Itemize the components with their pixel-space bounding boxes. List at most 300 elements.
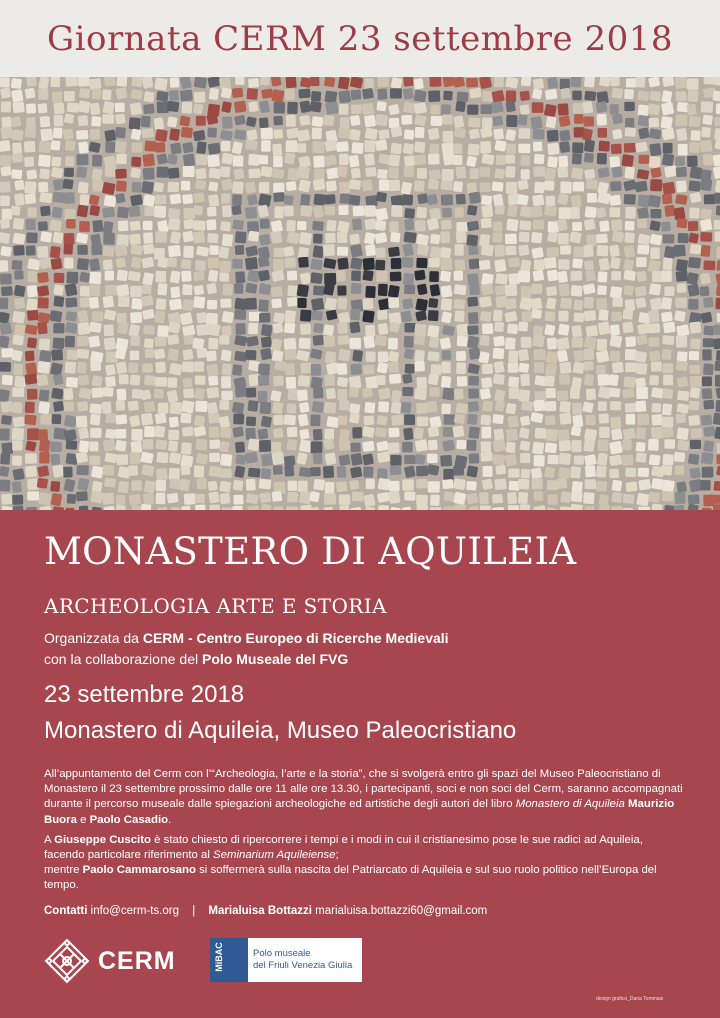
tessera bbox=[234, 335, 247, 347]
tessera bbox=[0, 246, 12, 257]
tessera bbox=[351, 270, 361, 281]
tessera bbox=[649, 156, 661, 169]
tessera bbox=[182, 361, 194, 372]
tessera bbox=[247, 194, 258, 206]
p1-book: Monastero di Aquileia bbox=[515, 798, 625, 811]
tessera bbox=[64, 113, 75, 124]
tessera bbox=[131, 143, 142, 153]
tessera bbox=[388, 104, 400, 115]
tessera bbox=[609, 469, 619, 479]
tessera bbox=[440, 258, 452, 271]
tessera bbox=[660, 116, 672, 129]
tessera bbox=[638, 155, 649, 164]
tessera bbox=[391, 77, 403, 89]
tessera bbox=[116, 77, 127, 87]
event-title: MONASTERO DI AQUILEIA bbox=[44, 530, 577, 573]
tessera bbox=[440, 220, 451, 230]
tessera bbox=[404, 323, 416, 333]
tessera bbox=[505, 233, 517, 244]
tessera bbox=[468, 376, 479, 386]
tessera bbox=[714, 481, 720, 491]
tessera bbox=[130, 102, 143, 115]
tessera bbox=[480, 311, 492, 322]
tessera bbox=[25, 219, 35, 230]
tessera bbox=[167, 334, 179, 345]
tessera bbox=[39, 389, 50, 401]
event-description bbox=[44, 767, 684, 899]
tessera bbox=[612, 129, 622, 140]
tessera bbox=[481, 283, 494, 296]
tessera bbox=[143, 493, 154, 505]
tessera bbox=[545, 415, 556, 425]
tessera bbox=[417, 284, 428, 296]
tessera bbox=[494, 400, 505, 411]
tessera bbox=[245, 181, 256, 193]
tessera bbox=[350, 507, 362, 510]
tessera bbox=[548, 494, 558, 504]
tessera bbox=[429, 336, 440, 348]
tessera bbox=[404, 155, 416, 167]
tessera bbox=[429, 143, 440, 154]
tessera bbox=[518, 479, 530, 490]
tessera bbox=[193, 220, 205, 230]
tessera bbox=[609, 335, 622, 348]
tessera bbox=[689, 142, 700, 153]
tessera bbox=[533, 220, 544, 230]
tessera bbox=[374, 232, 387, 244]
tessera bbox=[625, 403, 637, 413]
tessera bbox=[0, 181, 11, 192]
tessera bbox=[416, 495, 428, 506]
tessera bbox=[313, 335, 324, 346]
tessera bbox=[453, 478, 466, 490]
tessera bbox=[661, 127, 675, 140]
tessera bbox=[105, 376, 116, 387]
tessera bbox=[558, 324, 570, 336]
tessera bbox=[455, 101, 466, 112]
tessera bbox=[452, 425, 464, 437]
tessera bbox=[220, 166, 231, 177]
tessera bbox=[716, 454, 720, 464]
tessera bbox=[544, 104, 557, 117]
tessera bbox=[196, 324, 209, 336]
tessera bbox=[662, 77, 674, 87]
tessera bbox=[583, 348, 594, 360]
tessera bbox=[414, 114, 427, 126]
mosaic-tesserae bbox=[0, 77, 720, 510]
tessera bbox=[414, 154, 426, 165]
tessera bbox=[547, 270, 558, 282]
tessera bbox=[689, 467, 701, 479]
tessera bbox=[388, 351, 399, 363]
tessera bbox=[248, 231, 259, 242]
tessera bbox=[92, 220, 103, 233]
tessera bbox=[519, 220, 531, 230]
tessera bbox=[325, 482, 335, 494]
tessera bbox=[89, 129, 100, 140]
tessera bbox=[688, 415, 700, 426]
tessera bbox=[157, 507, 168, 510]
tessera bbox=[571, 167, 584, 179]
tessera bbox=[0, 362, 11, 372]
tessera bbox=[661, 427, 673, 438]
tessera bbox=[326, 362, 339, 375]
tessera bbox=[1, 401, 14, 413]
tessera bbox=[27, 258, 40, 270]
tessera bbox=[311, 91, 321, 102]
tessera bbox=[676, 324, 690, 337]
tessera bbox=[261, 336, 272, 348]
tessera bbox=[559, 115, 571, 127]
tessera bbox=[508, 505, 520, 510]
tessera bbox=[507, 323, 518, 334]
tessera bbox=[480, 127, 493, 138]
tessera bbox=[170, 77, 180, 88]
tessera bbox=[271, 442, 281, 453]
tessera bbox=[400, 402, 411, 414]
tessera bbox=[298, 414, 309, 427]
tessera bbox=[428, 481, 440, 493]
tessera bbox=[326, 416, 339, 428]
tessera bbox=[378, 388, 391, 400]
tessera bbox=[179, 115, 190, 126]
tessera bbox=[569, 231, 582, 243]
tessera bbox=[38, 492, 51, 505]
tessera bbox=[364, 232, 376, 245]
tessera bbox=[443, 469, 453, 481]
tessera bbox=[493, 194, 504, 207]
tessera bbox=[167, 154, 178, 165]
tessera bbox=[662, 388, 674, 399]
tessera bbox=[38, 103, 48, 113]
tessera bbox=[520, 206, 533, 218]
tessera bbox=[116, 154, 127, 164]
mibac-logo bbox=[210, 938, 362, 982]
tessera bbox=[388, 442, 400, 453]
tessera bbox=[89, 297, 99, 309]
tessera bbox=[104, 477, 116, 487]
tessera bbox=[441, 194, 453, 205]
contact-email-2[interactable]: marialuisa.bottazzi60@gmail.com bbox=[315, 905, 488, 917]
tessera bbox=[37, 297, 48, 308]
tessera bbox=[207, 77, 220, 88]
tessera bbox=[273, 507, 283, 510]
tessera bbox=[519, 504, 530, 510]
tessera bbox=[297, 221, 306, 230]
tessera bbox=[286, 115, 296, 127]
tessera bbox=[26, 298, 38, 311]
tessera bbox=[572, 414, 583, 427]
tessera bbox=[232, 181, 244, 194]
tessera bbox=[714, 116, 720, 127]
tessera bbox=[296, 350, 310, 362]
tessera bbox=[482, 479, 493, 491]
tessera bbox=[442, 479, 454, 489]
tessera bbox=[638, 195, 651, 208]
tessera bbox=[546, 507, 557, 510]
tessera bbox=[273, 428, 284, 439]
tessera bbox=[494, 77, 504, 87]
tessera bbox=[24, 181, 36, 194]
tessera bbox=[25, 465, 37, 477]
tessera bbox=[130, 244, 143, 255]
tessera bbox=[519, 104, 530, 115]
tessera bbox=[167, 182, 179, 193]
tessera bbox=[77, 362, 87, 374]
tessera bbox=[219, 335, 229, 344]
header-band bbox=[0, 0, 720, 77]
tessera bbox=[350, 244, 363, 258]
tessera bbox=[246, 129, 258, 141]
tessera bbox=[11, 78, 22, 89]
tessera bbox=[287, 271, 297, 281]
tessera bbox=[546, 196, 556, 207]
tessera bbox=[65, 336, 75, 348]
tessera bbox=[155, 439, 167, 450]
tessera bbox=[248, 78, 259, 88]
tessera bbox=[430, 116, 442, 126]
tessera bbox=[663, 375, 673, 386]
tessera bbox=[258, 479, 271, 490]
tessera bbox=[675, 360, 688, 371]
tessera bbox=[650, 209, 661, 218]
tessera bbox=[402, 442, 413, 453]
tessera bbox=[155, 480, 166, 492]
tessera bbox=[309, 101, 322, 113]
tessera bbox=[246, 388, 256, 398]
tessera bbox=[0, 195, 10, 206]
tessera bbox=[141, 464, 155, 476]
tessera bbox=[676, 259, 688, 272]
tessera bbox=[195, 504, 206, 510]
tessera bbox=[103, 155, 116, 168]
tessera bbox=[650, 247, 660, 259]
tessera bbox=[261, 416, 272, 428]
tessera bbox=[258, 391, 267, 403]
tessera bbox=[586, 388, 596, 400]
tessera bbox=[378, 323, 389, 335]
tessera bbox=[557, 429, 569, 441]
tessera bbox=[596, 365, 606, 375]
tessera bbox=[246, 336, 259, 347]
tessera bbox=[117, 234, 130, 246]
tessera bbox=[453, 143, 463, 154]
tessera bbox=[596, 481, 608, 492]
tessera bbox=[0, 166, 11, 177]
tessera bbox=[76, 130, 88, 140]
tessera bbox=[547, 143, 559, 155]
tessera bbox=[388, 362, 399, 373]
tessera bbox=[713, 412, 720, 425]
tessera bbox=[572, 258, 583, 268]
tessera bbox=[182, 377, 192, 388]
tessera bbox=[115, 348, 126, 359]
tessera bbox=[324, 402, 337, 414]
tessera bbox=[232, 364, 242, 376]
tessera bbox=[661, 297, 672, 310]
tessera bbox=[144, 206, 155, 216]
tessera bbox=[404, 336, 414, 348]
tessera bbox=[182, 142, 194, 154]
tessera bbox=[259, 234, 271, 246]
tessera bbox=[336, 270, 346, 282]
tessera bbox=[299, 491, 312, 504]
tessera bbox=[376, 441, 389, 452]
tessera bbox=[598, 141, 610, 152]
tessera bbox=[547, 77, 558, 89]
tessera bbox=[440, 271, 451, 282]
tessera bbox=[65, 140, 76, 151]
tessera bbox=[375, 220, 387, 231]
tessera bbox=[687, 78, 699, 90]
tessera bbox=[196, 312, 207, 324]
tessera bbox=[508, 468, 519, 477]
tessera bbox=[570, 77, 581, 87]
tessera bbox=[701, 127, 711, 138]
tessera bbox=[533, 325, 544, 336]
tessera bbox=[325, 351, 337, 364]
tessera bbox=[713, 504, 720, 510]
tessera bbox=[364, 115, 376, 128]
tessera bbox=[40, 128, 53, 141]
tessera bbox=[130, 312, 142, 323]
tessera bbox=[700, 178, 713, 191]
tessera bbox=[312, 221, 324, 231]
tessera bbox=[712, 154, 720, 167]
tessera bbox=[219, 441, 230, 452]
tessera bbox=[273, 156, 282, 168]
tessera bbox=[37, 312, 50, 323]
tessera bbox=[622, 494, 634, 504]
tessera bbox=[313, 387, 323, 399]
tessera bbox=[271, 491, 282, 502]
tessera bbox=[53, 102, 64, 114]
tessera bbox=[700, 232, 712, 242]
tessera bbox=[37, 322, 47, 335]
tessera bbox=[25, 362, 37, 376]
tessera bbox=[49, 219, 62, 231]
tessera bbox=[652, 271, 663, 282]
tessera bbox=[156, 468, 168, 480]
tessera bbox=[481, 205, 493, 218]
tessera bbox=[700, 312, 712, 324]
tessera bbox=[365, 244, 376, 256]
tessera bbox=[495, 465, 506, 475]
tessera bbox=[221, 87, 232, 99]
tessera bbox=[220, 299, 231, 308]
tessera bbox=[479, 296, 492, 308]
tessera bbox=[154, 310, 165, 323]
tessera bbox=[623, 259, 634, 271]
tessera bbox=[637, 104, 649, 116]
tessera bbox=[63, 388, 73, 400]
tessera bbox=[493, 128, 504, 140]
tessera bbox=[520, 155, 530, 166]
tessera bbox=[313, 286, 325, 296]
tessera bbox=[157, 325, 169, 337]
tessera bbox=[506, 90, 517, 102]
tessera bbox=[377, 492, 390, 503]
tessera bbox=[115, 169, 127, 179]
tessera bbox=[12, 481, 22, 493]
tessera bbox=[505, 246, 516, 256]
tessera bbox=[287, 492, 298, 503]
tessera bbox=[297, 143, 306, 152]
tessera bbox=[635, 442, 645, 452]
tessera bbox=[427, 464, 440, 476]
tessera bbox=[531, 309, 542, 319]
tessera bbox=[689, 387, 700, 399]
tessera bbox=[222, 311, 235, 324]
tessera bbox=[1, 286, 13, 296]
tessera bbox=[507, 205, 518, 218]
tessera bbox=[119, 374, 129, 384]
event-subtitle: ARCHEOLOGIA ARTE E STORIA bbox=[44, 594, 387, 618]
tessera bbox=[662, 479, 675, 492]
tessera bbox=[38, 401, 50, 414]
organized-prefix: Organizzata da bbox=[44, 630, 143, 646]
tessera bbox=[530, 298, 542, 310]
tessera bbox=[674, 505, 685, 510]
tessera bbox=[414, 350, 425, 363]
tessera bbox=[363, 335, 375, 348]
header-title: Giornata CERM 23 settembre 2018 bbox=[46, 18, 674, 59]
tessera bbox=[154, 425, 165, 437]
tessera bbox=[129, 117, 141, 130]
tessera bbox=[76, 416, 88, 428]
tessera bbox=[455, 244, 464, 256]
tessera bbox=[533, 455, 545, 467]
tessera bbox=[245, 428, 255, 440]
tessera bbox=[260, 402, 272, 415]
tessera bbox=[530, 467, 542, 479]
tessera bbox=[570, 271, 582, 281]
tessera bbox=[483, 466, 493, 477]
tessera bbox=[390, 507, 401, 510]
tessera bbox=[532, 442, 544, 455]
tessera bbox=[235, 231, 247, 243]
tessera bbox=[52, 232, 63, 244]
tessera bbox=[505, 101, 515, 112]
tessera bbox=[363, 258, 375, 271]
tessera bbox=[350, 77, 364, 89]
contact-email-1[interactable]: info@cerm-ts.org bbox=[90, 905, 180, 917]
tessera bbox=[546, 116, 557, 128]
tessera bbox=[117, 389, 127, 401]
tessera bbox=[323, 244, 335, 256]
tessera bbox=[80, 194, 90, 205]
tessera bbox=[118, 481, 130, 494]
tessera bbox=[232, 426, 244, 437]
tessera bbox=[194, 77, 207, 89]
tessera bbox=[456, 351, 466, 361]
tessera bbox=[624, 194, 636, 205]
tessera bbox=[66, 377, 78, 388]
tessera bbox=[11, 116, 22, 127]
tessera bbox=[378, 478, 391, 491]
tessera bbox=[325, 206, 336, 216]
tessera bbox=[401, 115, 412, 125]
tessera bbox=[195, 494, 205, 503]
tessera bbox=[221, 193, 230, 204]
tessera bbox=[417, 377, 428, 389]
tessera bbox=[271, 338, 283, 351]
tessera bbox=[339, 454, 351, 466]
tessera bbox=[390, 272, 402, 282]
tessera bbox=[544, 180, 555, 191]
tessera bbox=[662, 403, 672, 415]
tessera bbox=[440, 247, 451, 259]
